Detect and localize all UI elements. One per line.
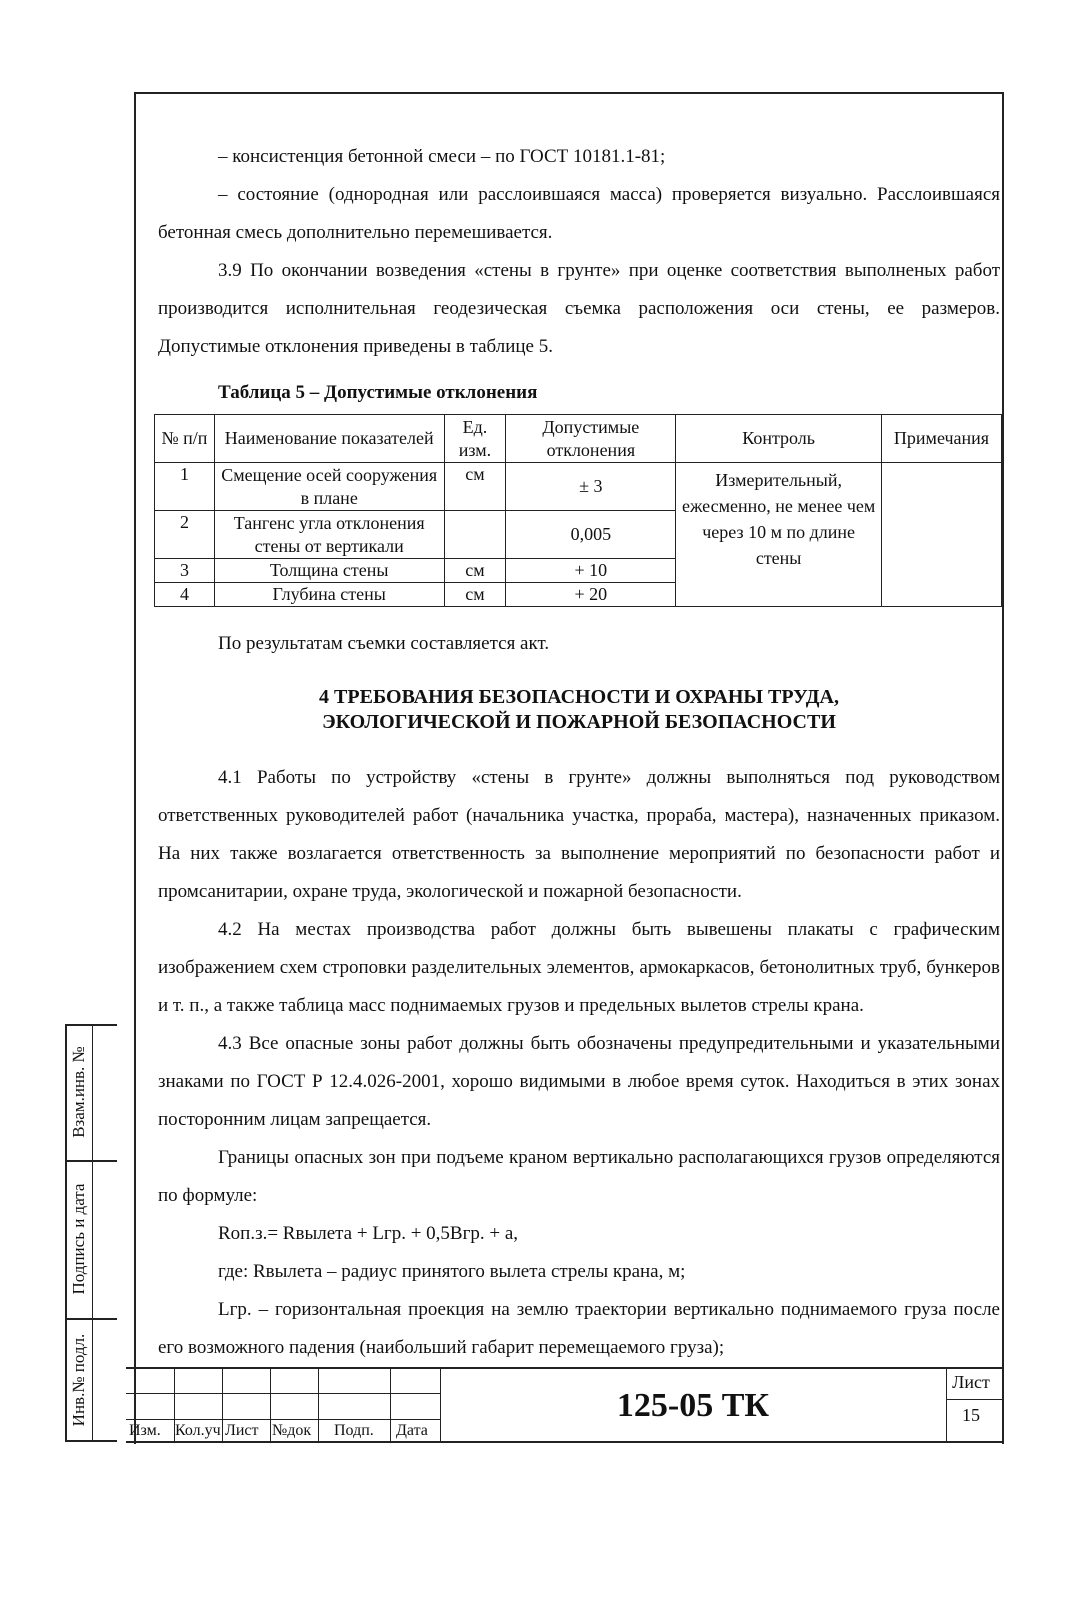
tb-list: Лист [225, 1422, 259, 1439]
table-caption: Таблица 5 – Допустимые отклонения [218, 382, 538, 403]
tb-ndok: №док [272, 1422, 312, 1439]
tb-data: Дата [396, 1422, 428, 1439]
paragraph-bounds: Границы опасных зон при подъеме краном вертикально располагающихся грузов определяются по формуле: [158, 1147, 1000, 1206]
cell-name: Смещение осей сооружения в плане [214, 463, 444, 511]
side-stamp-divider [65, 1160, 117, 1162]
side-stamp-blank-column [93, 1024, 117, 1442]
header-unit: Ед. изм. [444, 415, 506, 463]
cell-name: Тангенс угла отклонения стены от вертикали [214, 511, 444, 559]
tb-izm: Изм. [129, 1422, 161, 1439]
table-row [155, 463, 1002, 511]
cell-name: Толщина стены [214, 559, 444, 583]
cell-unit [444, 511, 506, 559]
cell-deviation: + 20 [506, 583, 676, 607]
paragraph-4-1: 4.1 Работы по устройству «стены в грунте» должны выполняться под руководством ответственных руководителей работ (начальника участка, прораба, мастера), назначенных приказом. На них также возлагается ответственность за выполнение мероприятий по безопасности работ и промсанитарии, охране труда, экологической и пожарной безопасности. [158, 767, 1000, 902]
section-4-heading [158, 685, 1000, 735]
side-stamp-replace-inv: Взам.инв. № [69, 1046, 88, 1138]
tb-kol: Кол.уч [175, 1422, 221, 1439]
title-block [126, 1367, 1004, 1443]
cell-unit: см [444, 583, 506, 607]
side-stamp-divider [65, 1318, 117, 1320]
header-num: № п/п [155, 415, 215, 463]
bullet-consistency: – консистенция бетонной смеси – по ГОСТ 10181.1-81; [218, 146, 666, 167]
cell-num: 1 [155, 463, 215, 511]
document-code: 125-05 ТК [616, 1387, 770, 1424]
sheet-number: 15 [962, 1405, 980, 1425]
formula: Rоп.з.= Rвылета + Lгр. + 0,5Bгр. + a, [218, 1223, 519, 1244]
header-control: Контроль [676, 415, 882, 463]
header-name: Наименование показателей [214, 415, 444, 463]
where-r: где: Rвылета – радиус принятого вылета стрелы крана, м; [218, 1261, 686, 1282]
cell-unit: см [444, 463, 506, 511]
page-content [158, 138, 1000, 1367]
header-deviation: Допустимые отклонения [506, 415, 676, 463]
cell-num: 4 [155, 583, 215, 607]
bullet-state: – состояние (однородная или расслоившаяся масса) проверяется визуально. Расслоившаяся бетонная смесь дополнительно перемешивается. [158, 184, 1000, 243]
cell-control: Измерительный, ежесменно, не менее чем через 10 м по длине стены [676, 463, 882, 607]
survey-act-text: По результатам съемки составляется акт. [218, 633, 550, 654]
cell-deviation: 0,005 [506, 511, 676, 559]
paragraph-3-9: 3.9 По окончании возведения «стены в грунте» при оценке соответствия выполненых работ производится исполнительная геодезическая съемка расположения оси стены, ее размеров. Допустимые отклонения приведены в таблице 5. [158, 260, 1000, 357]
where-l: Lгр. – горизонтальная проекция на землю траектории вертикально поднимаемого груза после его возможного падения (наибольший габарит перемещаемого груза); [158, 1299, 1000, 1358]
cell-notes [882, 463, 1002, 607]
cell-name: Глубина стены [214, 583, 444, 607]
heading-line-1: 4 ТРЕБОВАНИЯ БЕЗОПАСНОСТИ И ОХРАНЫ ТРУДА, [319, 686, 839, 708]
paragraph-4-3: 4.3 Все опасные зоны работ должны быть обозначены предупредительными и указательными знаками по ГОСТ Р 12.4.026-2001, хорошо видимыми в любое время суток. Находиться в этих зонах посторонним лицам запрещается. [158, 1033, 1000, 1130]
paragraph-4-2: 4.2 На местах производства работ должны быть вывешены плакаты с графическим изображением схем строповки разделительных элементов, армокаркасов, бетонолитных труб, бункеров и т. п., а также таблица масс поднимаемых грузов и предельных вылетов стрелы крана. [158, 919, 1000, 1016]
cell-num: 3 [155, 559, 215, 583]
side-stamp-signature-date: Подпись и дата [69, 1183, 88, 1295]
sheet-label: Лист [952, 1372, 990, 1392]
table-header-row [155, 415, 1002, 463]
header-notes: Примечания [882, 415, 1002, 463]
side-stamp-inv-original: Инв.№ подл. [69, 1333, 88, 1427]
cell-unit: см [444, 559, 506, 583]
tb-podp: Подп. [334, 1422, 374, 1439]
cell-num: 2 [155, 511, 215, 559]
deviations-table [154, 414, 1002, 607]
cell-deviation: + 10 [506, 559, 676, 583]
cell-deviation: ± 3 [506, 463, 676, 511]
heading-line-2: ЭКОЛОГИЧЕСКОЙ И ПОЖАРНОЙ БЕЗОПАСНОСТИ [322, 711, 836, 733]
